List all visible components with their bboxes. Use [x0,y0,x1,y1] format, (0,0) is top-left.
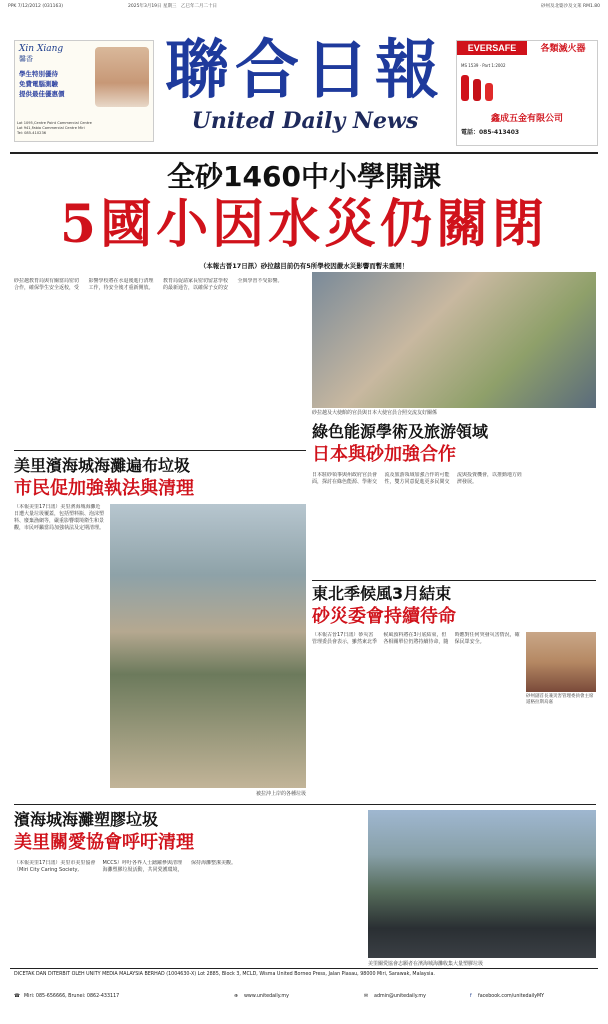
footer-publisher: DICETAK DAN DITERBIT OLEH UNITY MEDIA MALAYSIA BERHAD (1004630-X) Lot 2885, Block 3, MCLD, Wisma United Borneo Press, Jalan Piasau, 98000 Miri, Sarawak, Malaysia. [14,972,435,977]
headline-line2: 5國小因水災仍關閉 [59,194,549,255]
footer-web[interactable]: www.unitedaily.my [244,994,289,999]
bottom-head1: 濱海城海灘塑膠垃圾 [14,810,159,829]
facebook-icon: f [470,994,472,999]
top-strip-left: PPK 7/12/2012 (031163) [8,4,64,9]
web-icon: ⊕ [234,994,239,999]
headline-lead: （本報古晉17日訊）砂拉越目前仍有5所學校因嚴水災影響而暫未重開！ [199,262,409,270]
right-ad-reg: MS 1539 · Part 1:2002 [461,63,506,68]
portrait-caption: 砂州副首長兼災害管理委員會主席道格拉斯烏嘉 [526,694,594,705]
left-ad[interactable] [14,40,154,142]
beach-body: （本報美里17日訊）美里濱海城海灘近日遭大量垃圾覆蓋，包括塑料瓶、泡沫塑料、廢棄漁網等，嚴重影響環境衛生和景觀，市民呼籲當局加強執法及定期清理。 [14,504,104,531]
footer-fb[interactable]: facebook.com/unitedailyMY [478,994,545,999]
right-ad-company: 鑫成五金有限公司 [490,114,563,124]
bottom-body: （本報美里17日訊）美里市美里協會（Miri City Caring Society, MCCS）呼吁各界人士踴躍參與清理海灘塑膠垃圾活動，共同愛護環境，保持海灘整潔美觀。 [14,860,237,873]
email-icon: ✉ [364,994,369,999]
beach-caption: 被拉沖上岸的各種垃圾 [255,791,306,797]
top-strip [8,3,600,11]
extinguisher-icon [473,79,481,101]
green-head1: 綠色能源學術及旅游領域 [312,422,489,441]
official-portrait [526,632,596,692]
right-ad[interactable] [456,40,598,146]
divider [312,580,596,581]
beach-photo [110,504,306,788]
masthead-chinese: 聯合日報 [165,33,445,108]
left-ad-sub: 馨香 [19,55,33,63]
top-strip-right: 砂州及北婆沙及文莱 RM1.80 [541,4,600,9]
extinguisher-icon [461,75,469,101]
headline-line1: 全砂1460中小學開課 [167,160,441,193]
monsoon-head1: 東北季候風3月結束 [312,584,452,603]
right-ad-phone: 電話：085-413403 [461,129,520,136]
footer-contact: Miri: 085-656666, Brunei: 0862-433117 [24,994,120,999]
divider [14,804,596,805]
top-strip-center: 2025年3月19日 星期三 乙巳年二月二十日 [128,4,217,9]
monsoon-body: （本報古晉17日訊）砂災害管理委員會表示，雖然東北季候風預料將在3月底結束，但各相關單位仍將持續待命，隨時應對任何突發災害情況，確保民眾安全。 [312,632,520,645]
monsoon-head2: 砂災委會持續待命 [312,606,456,627]
officials-caption: 砂拉越及大使館的官員與日本大使官員合照交流友好關係 [312,410,438,416]
footer-email[interactable]: admin@unitedaily.my [374,994,426,999]
divider [10,968,598,969]
volunteers-caption: 美里關愛協會志願者在濱海城海灘收集大量塑膠垃圾 [368,961,484,967]
bottom-head2: 美里關愛協會呼吁清理 [14,832,194,853]
divider [10,152,598,154]
phone-icon: ☎ [14,994,20,999]
left-ad-lines: 學生特別優待 免費電腦測驗 提供最佳優惠價 [19,70,65,98]
left-ad-brand: Xin Xiang [19,44,64,54]
right-ad-brand: EVERSAFE [457,41,527,55]
beach-head2: 市民促加強執法與清理 [14,478,194,499]
divider [14,450,306,451]
right-ad-tag: 各類滅火器 [540,43,586,53]
lead-story-body: 砂拉越教育局與有關當局密切合作，確保學生安全返校，受影響學校將在水退後進行清理工作，待安全後才重新開放。教育局促請家長密切留意學校的最新通告，以確保子女的安全與學習不受影響。 [14,278,283,291]
footer-contacts [14,990,596,1004]
extinguisher-icon [485,83,493,101]
masthead-english: United Daily News [191,108,419,134]
left-ad-contact: Lot 1095,Centre Point Commercial Centre Lot 941,Fabio Commercial Centre Miri Tel: 085-410236 [17,121,92,135]
green-body: 日本駐砂領事與州政府官員會面，探討在綠色能源、學術交流及旅游領域加強合作的可能性，雙方同意促進更多民間交流與投資機會，以推動地方經濟發展。 [312,472,523,485]
model-photo [95,47,149,107]
green-head2: 日本與砂加強合作 [312,444,456,465]
officials-photo [312,272,596,408]
volunteers-photo [368,810,596,958]
beach-head1: 美里濱海城海灘遍布垃圾 [14,456,191,475]
